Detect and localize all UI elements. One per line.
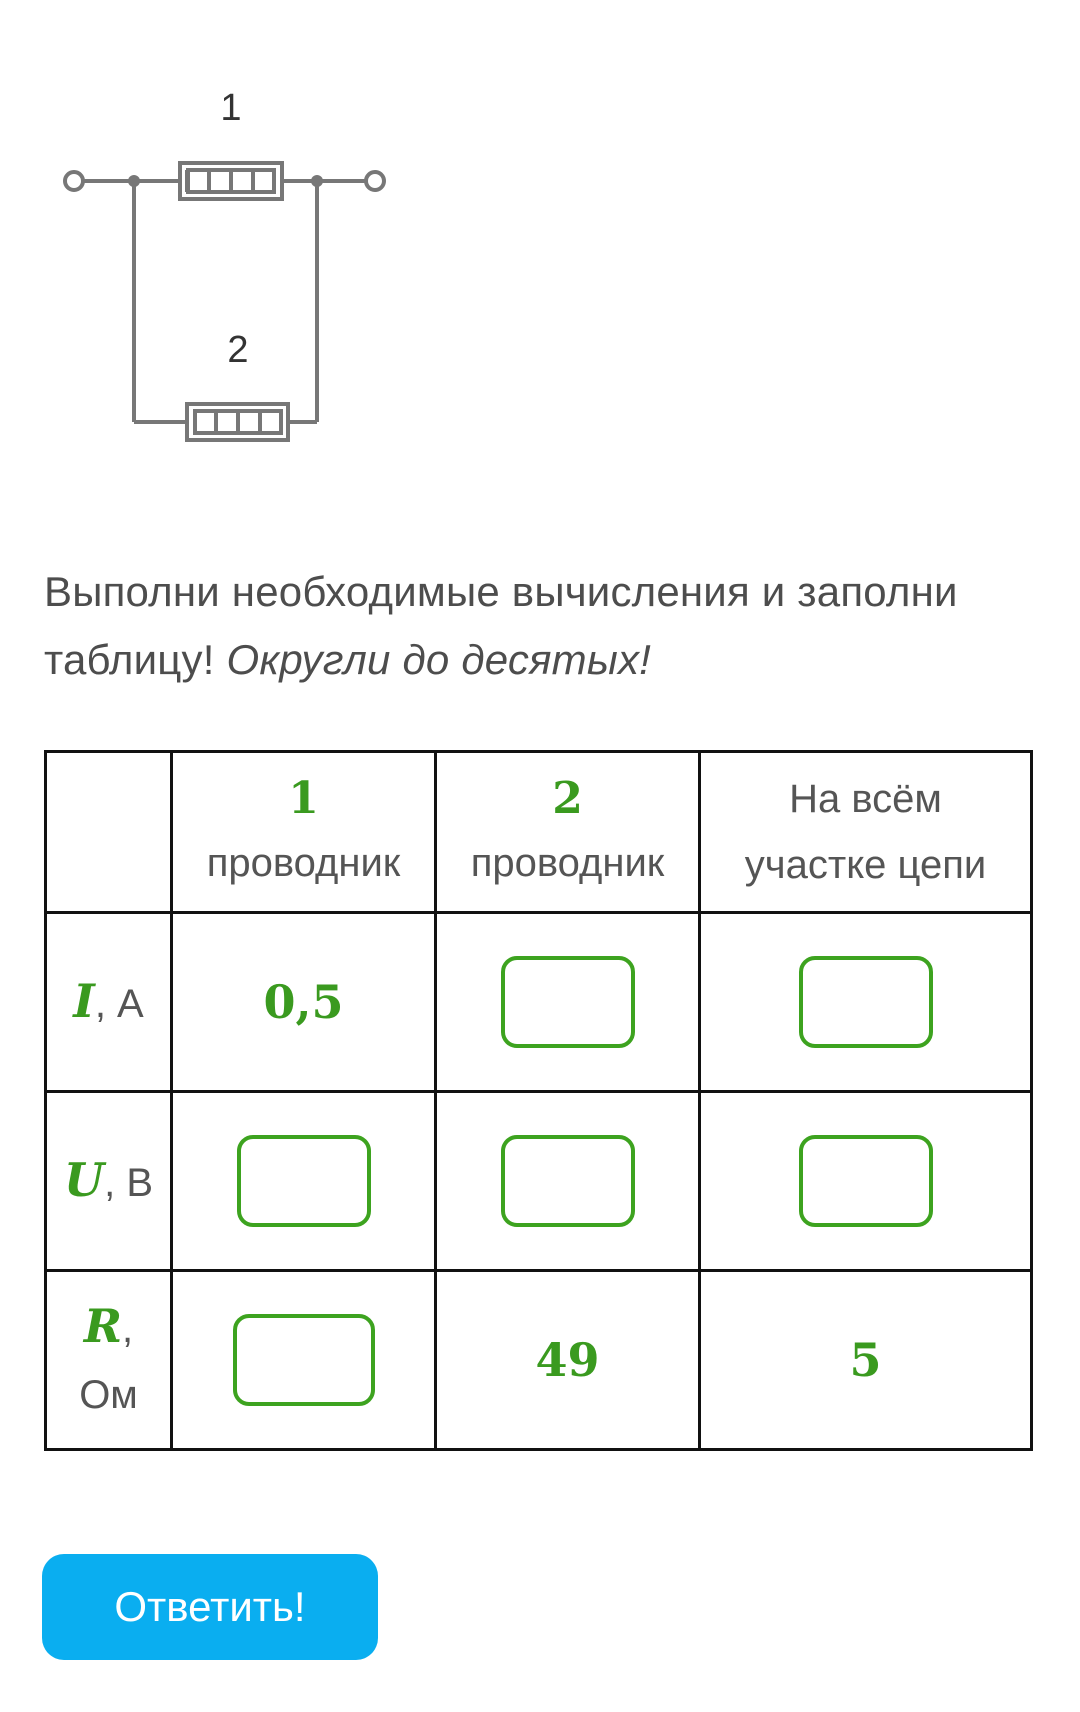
current-total-input[interactable] [799, 956, 933, 1048]
resistance-conductor-1-cell [172, 1271, 436, 1450]
voltage-row [46, 1092, 1032, 1271]
header-conductor-1-word: проводник [206, 841, 401, 885]
voltage-conductor-1-cell [172, 1092, 436, 1271]
header-whole-circuit-line1: На всём [789, 777, 942, 821]
answer-table [44, 750, 1033, 1451]
junction-right [311, 175, 323, 187]
header-conductor-2 [436, 752, 700, 913]
resistor-1-label: 1 [220, 87, 242, 129]
resistance-symbol: R [83, 1298, 123, 1353]
current-symbol: I [73, 973, 95, 1028]
header-conductor-2-word: проводник [470, 841, 665, 885]
current-row-label [46, 913, 172, 1092]
submit-button[interactable]: Ответить! [42, 1554, 378, 1660]
voltage-conductor-2-cell [436, 1092, 700, 1271]
current-conductor-1-value: 0,5 [263, 975, 344, 1029]
current-conductor-2-cell [436, 913, 700, 1092]
current-conductor-2-input[interactable] [501, 956, 635, 1048]
current-row [46, 913, 1032, 1092]
task-text-normal: Выполни необходимые вычисления и заполни таблицу! [44, 568, 958, 683]
voltage-conductor-1-input[interactable] [237, 1135, 371, 1227]
voltage-unit: , В [104, 1160, 154, 1205]
header-whole-circuit [700, 752, 1032, 913]
voltage-symbol: U [63, 1152, 105, 1207]
left-terminal [65, 172, 83, 190]
resistance-conductor-2-cell [436, 1271, 700, 1450]
resistor-2-label: 2 [227, 329, 249, 371]
voltage-total-cell [700, 1092, 1032, 1271]
header-conductor-1 [172, 752, 436, 913]
resistance-total-value: 5 [849, 1333, 882, 1387]
resistance-comma: , [122, 1306, 134, 1351]
header-row [46, 752, 1032, 913]
current-total-cell [700, 913, 1032, 1092]
resistance-row [46, 1271, 1032, 1450]
header-conductor-1-number: 1 [288, 773, 319, 824]
current-unit: , А [94, 981, 144, 1026]
circuit-diagram [55, 80, 395, 460]
resistance-row-label [46, 1271, 172, 1450]
voltage-row-label [46, 1092, 172, 1271]
resistance-unit: Ом [79, 1372, 138, 1417]
voltage-total-input[interactable] [799, 1135, 933, 1227]
resistance-conductor-1-input[interactable] [233, 1314, 375, 1406]
task-instructions [44, 558, 1044, 694]
current-conductor-1-cell [172, 913, 436, 1092]
right-terminal [366, 172, 384, 190]
header-whole-circuit-line2: участке цепи [744, 843, 987, 887]
header-conductor-2-number: 2 [552, 773, 583, 824]
task-text-italic: Округли до десятых! [226, 636, 652, 683]
resistance-conductor-2-value: 49 [535, 1333, 600, 1387]
voltage-conductor-2-input[interactable] [501, 1135, 635, 1227]
resistance-total-cell [700, 1271, 1032, 1450]
junction-left [128, 175, 140, 187]
header-empty-cell [46, 752, 172, 913]
